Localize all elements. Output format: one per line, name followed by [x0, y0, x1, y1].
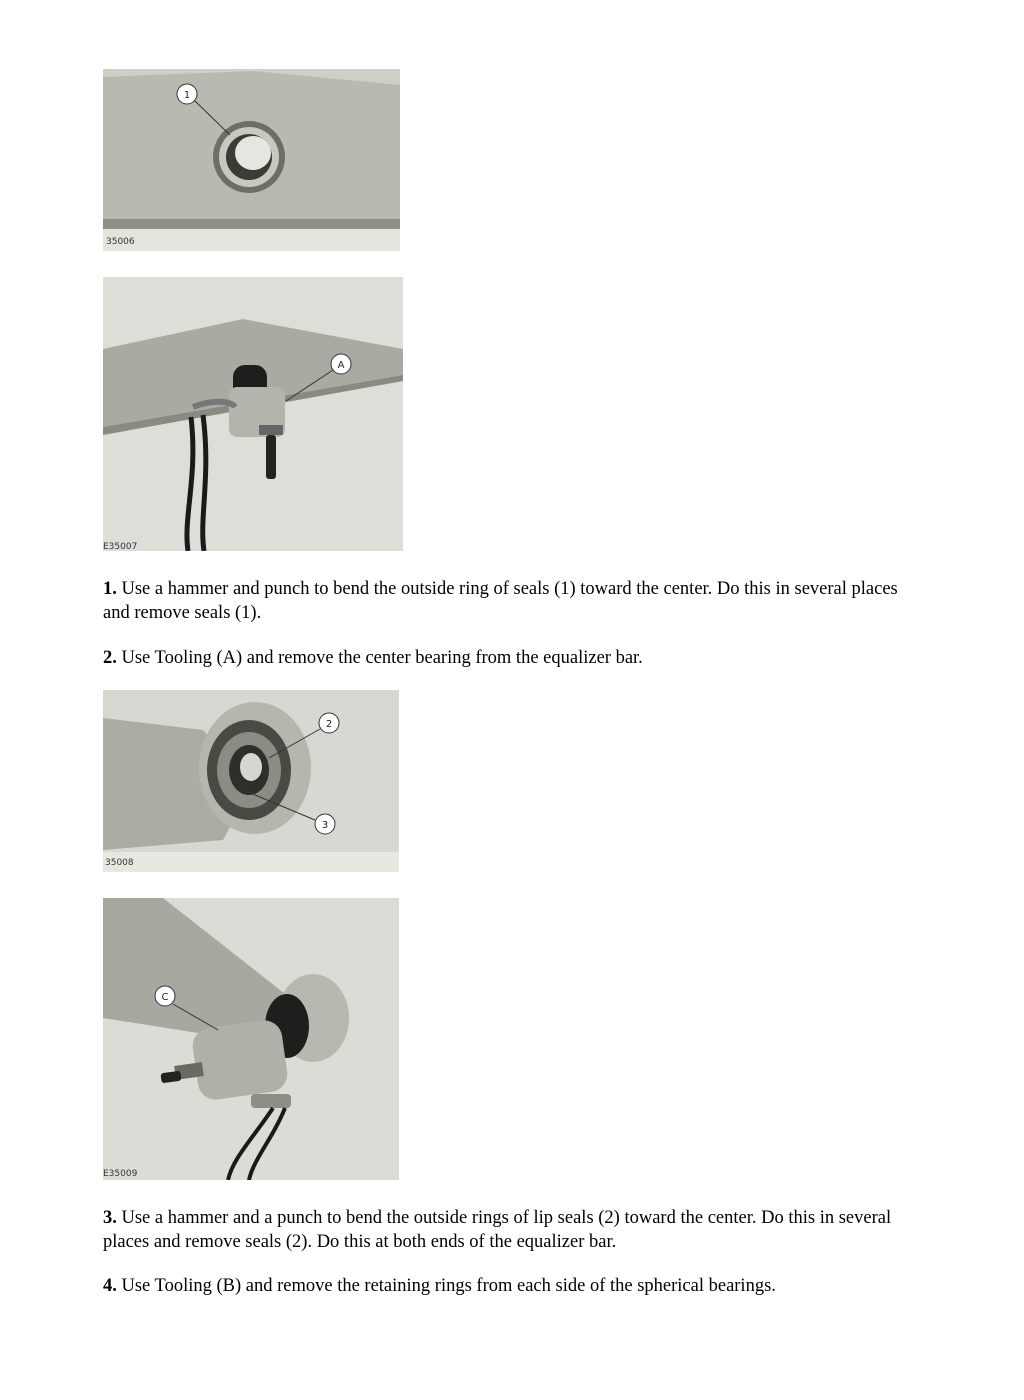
- callout-c-label: C: [161, 992, 169, 1003]
- step-number: 2.: [103, 648, 117, 668]
- step-2: [103, 646, 923, 670]
- callout-2-label: 2: [325, 719, 333, 730]
- step-number: 4.: [103, 1276, 117, 1296]
- step-1: [103, 577, 923, 625]
- step-text: Use a hammer and punch to bend the outside ring of seals (1) toward the center. Do this in several places and remove seals (1).: [103, 579, 898, 623]
- step-number: 3.: [103, 1208, 117, 1228]
- step-text: Use Tooling (A) and remove the center bearing from the equalizer bar.: [116, 648, 643, 668]
- step-text: Use a hammer and a punch to bend the outside rings of lip seals (2) toward the center. Do this in several places and remove seals (2). Do this at both ends of the equalizer bar.: [103, 1208, 892, 1252]
- figure-35006-photo: [103, 69, 400, 251]
- step-text: Use Tooling (B) and remove the retaining rings from each side of the spherical bearings.: [116, 1276, 776, 1296]
- figure-e35009-photo: [103, 898, 399, 1180]
- callout-a-label: A: [337, 360, 345, 371]
- figure-35008: [103, 690, 399, 872]
- figure-id: 35006: [106, 237, 135, 247]
- callout-1-label: 1: [183, 90, 191, 101]
- figure-e35007-photo: [103, 277, 403, 551]
- figure-e35009: [103, 898, 399, 1180]
- figure-35006: [103, 69, 400, 251]
- figure-id: 35008: [105, 858, 134, 868]
- figure-id: E35007: [103, 542, 138, 551]
- step-3: [103, 1206, 923, 1254]
- step-4: [103, 1274, 923, 1298]
- figure-35008-photo: [103, 690, 399, 872]
- step-number: 1.: [103, 579, 117, 599]
- figure-id: E35009: [103, 1169, 138, 1179]
- callout-3-label: 3: [321, 820, 329, 831]
- figure-e35007: [103, 277, 403, 551]
